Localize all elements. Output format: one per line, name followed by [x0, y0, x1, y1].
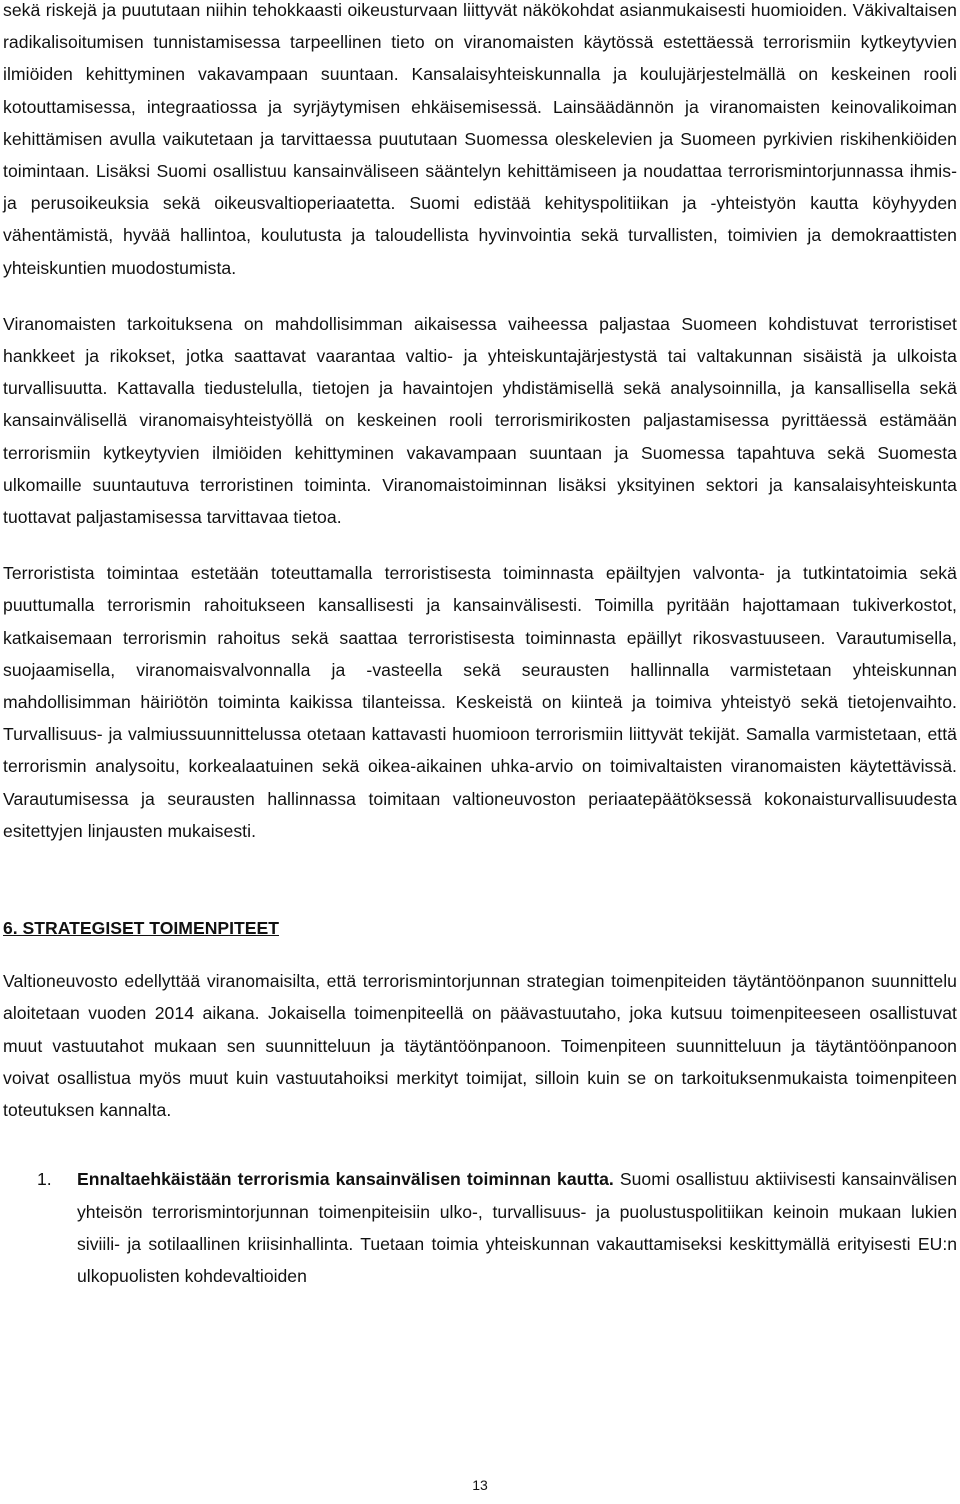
section-paragraph: Valtioneuvosto edellyttää viranomaisilta, että terrorismintorjunnan strategian toimenpiteiden täytäntöönpanon suunnittelu aloitetaan vuoden 2014 aikana. Jokaisella toimenpiteellä on päävastuutaho, joka kutsuu toimenpiteeseen osallistuvat muut vastuutahot mukaan sen suunnitteluun ja täytäntöönpanoon. Toimenpiteen suunnitteluun ja täytäntöönpanoon voivat osallistua myös muut kuin vastuutahoiksi merkityt toimijat, silloin kuin se on tarkoituksenmukaista toimenpiteen toteutuksen kannalta. [3, 971, 957, 1121]
list-item-body: Suomi osallistuu aktiivisesti kansainvälisen yhteisön terrorismintorjunnan toimenpiteisiin ulko-, turvallisuus- ja puolustuspolitiikan keinoin mukaan lukien siviili- ja sotilaallinen kriisinhallinta. Tuetaan toimia yhteiskunnan vakauttamiseksi keskittymällä erityisesti EU:n ulkopuolisten kohdevaltioiden [77, 1169, 957, 1286]
numbered-list [3, 1163, 957, 1292]
list-item [3, 1163, 957, 1292]
list-item-bold-lead: Ennaltaehkäistään terrorismia kansainvälisen toiminnan kautta. [77, 1169, 614, 1190]
section-heading: 6. STRATEGISET TOIMENPITEET [3, 918, 279, 939]
body-paragraph: Viranomaisten tarkoituksena on mahdollisimman aikaisessa vaiheessa paljastaa Suomeen kohdistuvat terroristiset hankkeet ja rikokset, jotka saattavat vaarantaa valtio- ja yhteiskuntajärjestystä tai valtakunnan sisäistä ja ulkoista turvallisuutta. Kattavalla tiedustelulla, tietojen ja havaintojen yhdistämisellä sekä analysoinnilla, ja kansallisella sekä kansainvälisellä viranomaisyhteistyöllä on keskeinen rooli terrorismirikosten paljastamisessa pyrittäessä estämään terrorismiin kytkeytyvien ilmiöiden kehittyminen vakavampaan suuntaan ja Suomessa tapahtuva sekä Suomesta ulkomaille suuntautuva terroristinen toiminta. Viranomaistoiminnan lisäksi yksityinen sektori ja kansalaisyhteiskunta tuottavat paljastamisessa tarvittavaa tietoa. [3, 313, 957, 528]
body-paragraph: sekä riskejä ja puututaan niihin tehokkaasti oikeusturvaan liittyvät näkökohdat asianmukaisesti huomioiden. Väkivaltaisen radikalisoitumisen tunnistamisessa tarpeellinen tieto on viranomaisten käytössä estettäessä terrorismiin kytkeytyvien ilmiöiden kehittyminen vakavampaan suuntaan. Kansalaisyhteiskunnalla ja koulujärjestelmällä on keskeinen rooli kotouttamisessa, integraatiossa ja syrjäytymisen ehkäisemisessä. Lainsäädännön ja viranomaisten keinovalikoiman kehittämisen avulla vaikutetaan ja tarvittaessa puututaan Suomessa oleskelevien ja Suomeen pyrkivien riskihenkiöiden toimintaan. Lisäksi Suomi osallistuu kansainväliseen sääntelyn kehittämiseen ja noudattaa terrorismintorjunnassa ihmis- ja perusoikeuksia sekä oikeusvaltioperiaatetta. Suomi edistää kehityspolitiikan ja -yhteistyön kautta köyhyyden vähentämistä, hyvää hallintoa, koulutusta ja taloudellista hyvinvointia sekä turvallisten, toimivien ja demokraattisten yhteiskuntien muodostumista. [3, 0, 957, 278]
list-item-number: 1. [37, 1169, 52, 1190]
list-item-text [77, 1163, 957, 1292]
page-number: 13 [472, 1477, 488, 1493]
body-paragraph: Terroristista toimintaa estetään toteuttamalla terroristisesta toiminnasta epäiltyjen valvonta- ja tutkintatoimia sekä puuttumalla terrorismin rahoitukseen kansallisesti ja kansainvälisesti. Toimilla pyritään hajottamaan tukiverkostot, katkaisemaan terrorismin rahoitus sekä saattaa terroristisesta toiminnasta epäillyt rikosvastuuseen. Varautumisella, suojaamisella, viranomaisvalvonnalla ja -vasteella sekä seurausten hallinnalla varmistetaan yhteiskunnan mahdollisimman häiriötön toiminta kaikissa tilanteissa. Keskeistä on kiinteä ja toimiva yhteistyö sekä tietojenvaihto. Turvallisuus- ja valmiussuunnittelussa otetaan kattavasti huomioon terrorismiin liittyvät tekijät. Samalla varmistetaan, että terrorismin analysoitu, korkealaatuinen sekä oikea-aikainen uhka-arvio on toimivaltaisten viranomaisten käytettävissä. Varautumisessa ja seurausten hallinnassa toimitaan valtioneuvoston periaatepäätöksessä kokonaisturvallisuudesta esitettyjen linjausten mukaisesti. [3, 563, 957, 841]
